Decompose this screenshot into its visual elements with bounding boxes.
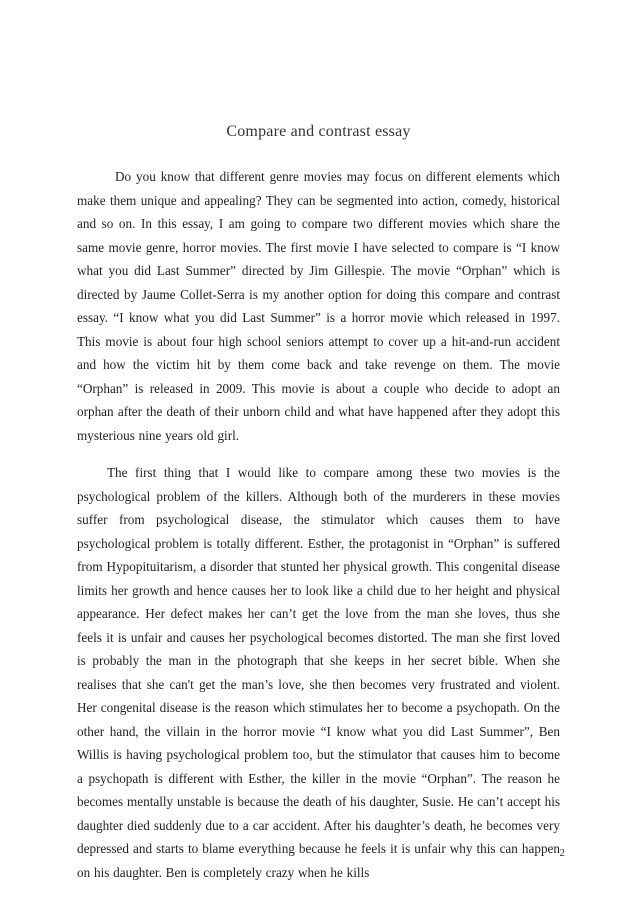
essay-title: Compare and contrast essay xyxy=(226,123,411,140)
essay-paragraph-body: The first thing that I would like to compare among these two movies is the psychological problem of the killers. Although both of the murderers in these movies suffer from psychological disease, the stimulator which causes them to have psychological problem is totally different. Esther, the protagonist in “Orphan” is suffered from Hypopituitarism, a disorder that stunted her physical growth. This congenital disease limits her growth and hence causes her to look like a child due to her height and physical appearance. Her defect makes her can’t get the love from the man she loves, thus she feels it is unfair and causes her psychological becomes distorted. The man she first loved is probably the man in the photograph that she keeps in her secret bible. When she realises that she can't get the man’s love, she then becomes very frustrated and violent. Her congenital disease is the reason which stimulates her to become a psychopath. On the other hand, the villain in the horror movie “I know what you did Last Summer”, Ben Willis is having psychological problem too, but the stimulator that causes him to become a psychopath is different with Esther, the killer in the movie “Orphan”. The reason he becomes mentally unstable is because the death of his daughter, Susie. He can’t accept his daughter died suddenly due to a car accident. After his daughter’s death, he becomes very depressed and starts to blame everything because he feels it is unfair why this can happen on his daughter. Ben is completely crazy when he kills xyxy=(77,465,560,880)
page-content xyxy=(77,0,560,884)
essay-paragraph-intro: Do you know that different genre movies may focus on different elements which make them unique and appealing? They can be segmented into action, comedy, historical and so on. In this essay, I am going to compare two different movies which share the same movie genre, horror movies. The first movie I have selected to compare is “I know what you did Last Summer” directed by Jim Gillespie. The movie “Orphan” which is directed by Jaume Collet-Serra is my another option for doing this compare and contrast essay. “I know what you did Last Summer” is a horror movie which released in 1997. This movie is about four high school seniors attempt to cover up a hit-and-run accident and how the victim hit by them come back and take revenge on them. The movie “Orphan” is released in 2009. This movie is about a couple who decide to adopt an orphan after the death of their unborn child and what have happened after they adopt this mysterious nine years old girl. xyxy=(77,169,560,443)
page-number: 2 xyxy=(559,847,565,859)
